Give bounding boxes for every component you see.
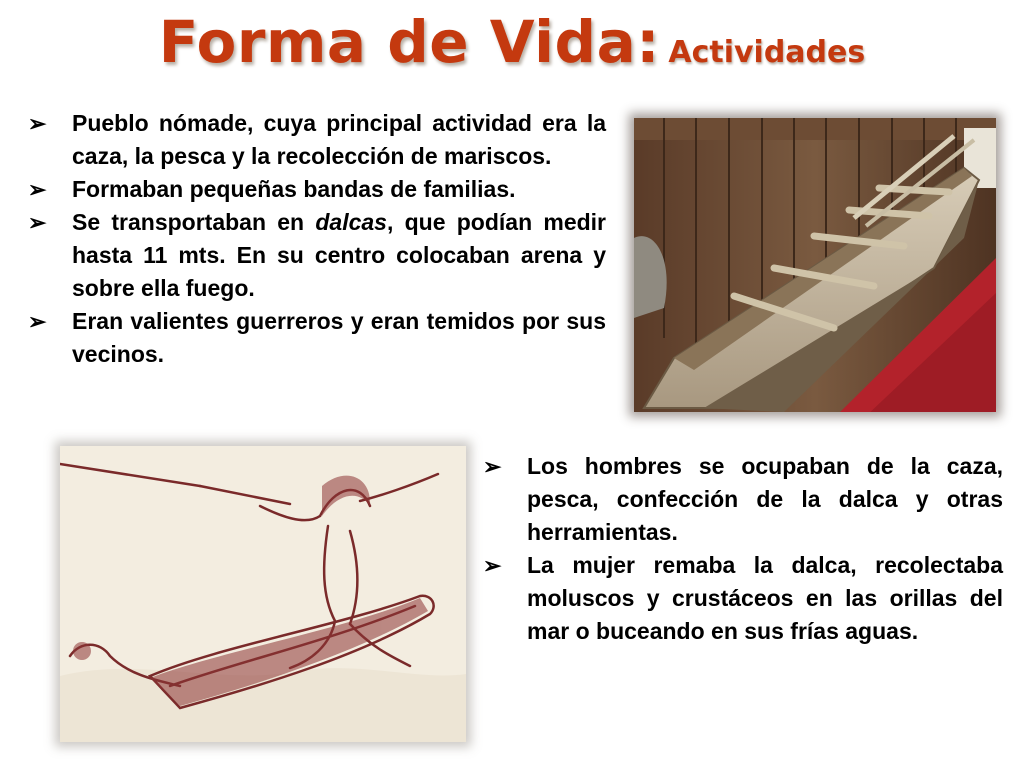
arrowhead-bullet-icon: ➢ bbox=[28, 177, 47, 202]
bullet-text bbox=[72, 209, 606, 301]
arrowhead-bullet-icon: ➢ bbox=[483, 553, 502, 578]
dalca-canoe-photo bbox=[634, 118, 996, 412]
bullet-item bbox=[475, 549, 1003, 648]
arrowhead-bullet-icon: ➢ bbox=[28, 309, 47, 334]
yamana-hunting-illustration bbox=[60, 446, 466, 742]
bullet-item bbox=[20, 107, 606, 173]
bullet-text-part: Se transportaban en bbox=[72, 209, 316, 235]
arrowhead-bullet-icon: ➢ bbox=[28, 210, 47, 235]
emphasized-term: dalcas bbox=[315, 209, 387, 235]
bullet-item bbox=[475, 450, 1003, 549]
bullet-text-part: , que podían medir hasta 11 mts. En su centro colocaban arena y sobre ella fuego. bbox=[72, 209, 607, 301]
bullet-text: La mujer remaba la dalca, recolectaba moluscos y crustáceos en las orillas del mar o buceando en sus frías aguas. bbox=[527, 552, 1003, 644]
arrowhead-bullet-icon: ➢ bbox=[483, 454, 502, 479]
bullet-text: Los hombres se ocupaban de la caza, pesca, confección de la dalca y otras herramientas. bbox=[527, 453, 1003, 545]
title-subtitle: Actividades bbox=[668, 35, 866, 70]
bullet-text: Formaban pequeñas bandas de familias. bbox=[72, 176, 516, 202]
bullet-item bbox=[20, 173, 606, 206]
bullet-text: Eran valientes guerreros y eran temidos por sus vecinos. bbox=[72, 308, 606, 367]
bullet-text: Pueblo nómade, cuya principal actividad era la caza, la pesca y la recolección de mariscos. bbox=[72, 110, 606, 169]
right-bullet-list bbox=[475, 450, 1003, 648]
bullet-item bbox=[20, 206, 606, 305]
bullet-item bbox=[20, 305, 606, 371]
arrowhead-bullet-icon: ➢ bbox=[28, 111, 47, 136]
slide-title bbox=[0, 8, 1024, 76]
title-main: Forma de Vida: bbox=[158, 8, 660, 76]
left-bullet-list bbox=[20, 107, 606, 371]
